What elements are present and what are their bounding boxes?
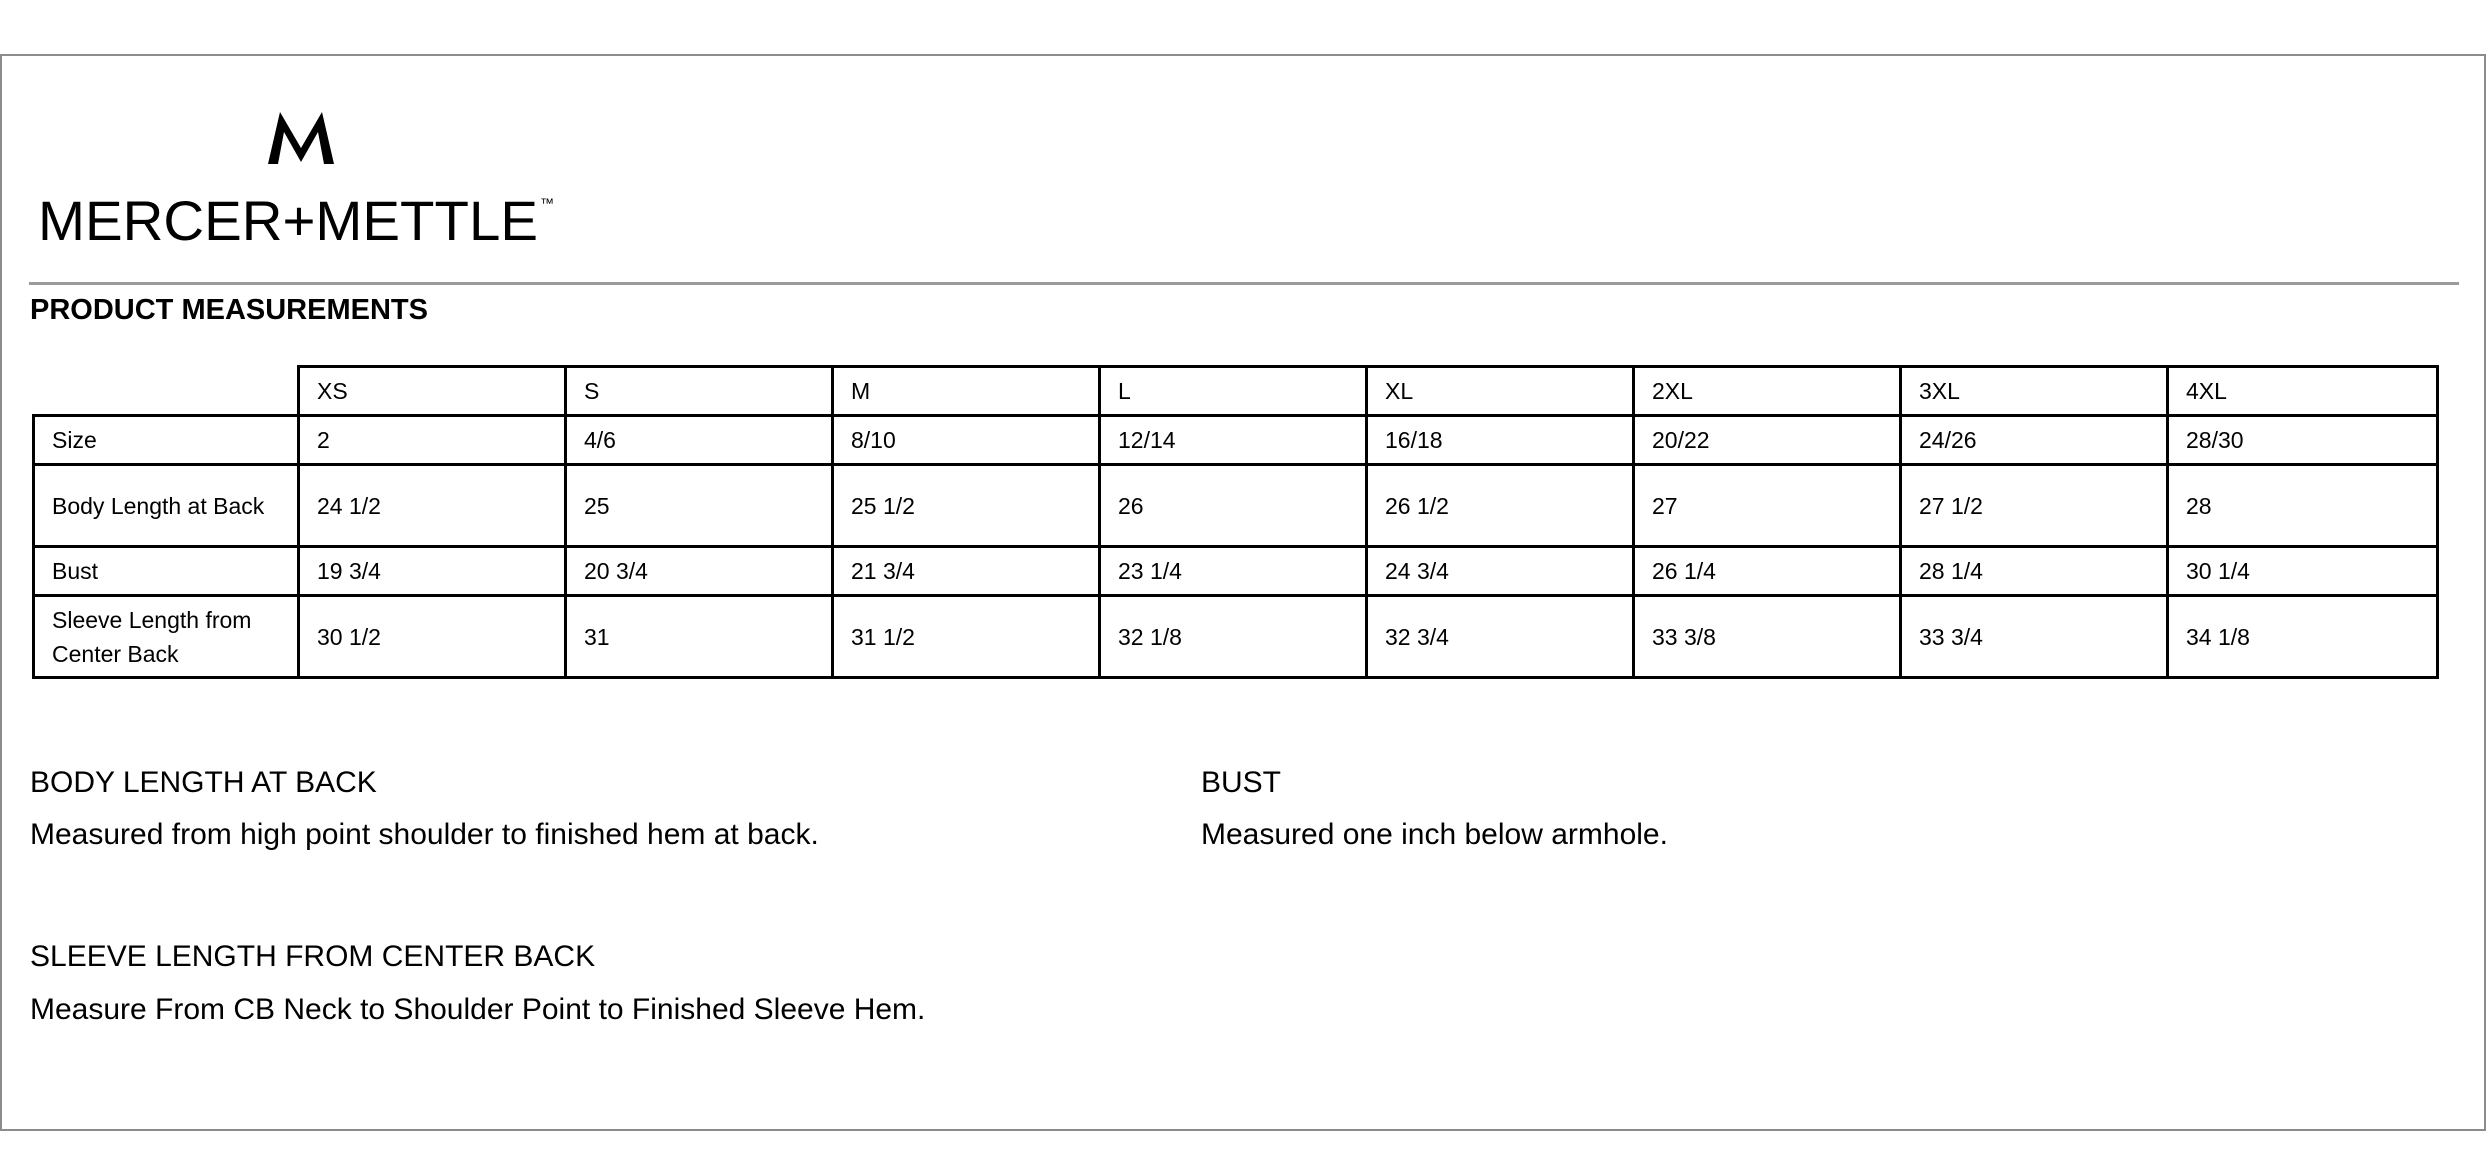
table-cell: 20 3/4 — [566, 547, 833, 596]
sleeve-length-description: Measure From CB Neck to Shoulder Point to Finished Sleeve Hem. — [30, 993, 926, 1026]
table-cell: 25 1/2 — [833, 465, 1100, 547]
table-row — [34, 465, 2438, 547]
table-cell: 12/14 — [1100, 416, 1367, 465]
brand-wordmark — [38, 188, 558, 248]
mm-chevron-logo-icon — [266, 108, 336, 166]
table-cell: 26 — [1100, 465, 1367, 547]
column-header: L — [1100, 367, 1367, 416]
table-corner-cell — [34, 367, 299, 416]
sleeve-length-heading: SLEEVE LENGTH FROM CENTER BACK — [30, 940, 596, 973]
header-divider — [29, 282, 2459, 285]
trademark-symbol: ™ — [540, 195, 554, 211]
brand-logo — [38, 108, 558, 248]
table-cell: 24 1/2 — [299, 465, 566, 547]
table-cell: 30 1/4 — [2168, 547, 2438, 596]
table-cell: 28 1/4 — [1901, 547, 2168, 596]
table-cell: 23 1/4 — [1100, 547, 1367, 596]
table-cell: 27 — [1634, 465, 1901, 547]
body-length-heading: BODY LENGTH AT BACK — [30, 766, 377, 799]
column-header: XS — [299, 367, 566, 416]
row-label: Size — [34, 416, 299, 465]
table-cell: 26 1/4 — [1634, 547, 1901, 596]
column-header: 2XL — [1634, 367, 1901, 416]
table-cell: 28 — [2168, 465, 2438, 547]
brand-wordmark-text: MERCER+METTLE — [38, 189, 538, 248]
table-cell: 26 1/2 — [1367, 465, 1634, 547]
column-header: M — [833, 367, 1100, 416]
table-cell: 28/30 — [2168, 416, 2438, 465]
table-cell: 2 — [299, 416, 566, 465]
table-cell: 32 1/8 — [1100, 596, 1367, 678]
table-cell: 24/26 — [1901, 416, 2168, 465]
measurements-table — [32, 365, 2439, 679]
table-cell: 24 3/4 — [1367, 547, 1634, 596]
table-cell: 33 3/8 — [1634, 596, 1901, 678]
table-cell: 33 3/4 — [1901, 596, 2168, 678]
table-row — [34, 416, 2438, 465]
section-title: PRODUCT MEASUREMENTS — [30, 294, 428, 326]
bust-heading: BUST — [1201, 766, 1282, 799]
table-cell: 20/22 — [1634, 416, 1901, 465]
table-cell: 25 — [566, 465, 833, 547]
bust-description: Measured one inch below armhole. — [1201, 818, 1668, 851]
column-header: XL — [1367, 367, 1634, 416]
table-cell: 27 1/2 — [1901, 465, 2168, 547]
table-cell: 21 3/4 — [833, 547, 1100, 596]
row-label: Body Length at Back — [34, 465, 299, 547]
table-cell: 16/18 — [1367, 416, 1634, 465]
table-cell: 19 3/4 — [299, 547, 566, 596]
column-header: 3XL — [1901, 367, 2168, 416]
table-cell: 31 1/2 — [833, 596, 1100, 678]
table-cell: 8/10 — [833, 416, 1100, 465]
body-length-description: Measured from high point shoulder to finished hem at back. — [30, 818, 819, 851]
table-cell: 34 1/8 — [2168, 596, 2438, 678]
table-cell: 30 1/2 — [299, 596, 566, 678]
table-header-row — [34, 367, 2438, 416]
column-header: 4XL — [2168, 367, 2438, 416]
table-row — [34, 547, 2438, 596]
table-cell: 31 — [566, 596, 833, 678]
row-label: Sleeve Length from Center Back — [34, 596, 299, 678]
column-header: S — [566, 367, 833, 416]
table-row — [34, 596, 2438, 678]
table-cell: 32 3/4 — [1367, 596, 1634, 678]
table-cell: 4/6 — [566, 416, 833, 465]
row-label: Bust — [34, 547, 299, 596]
